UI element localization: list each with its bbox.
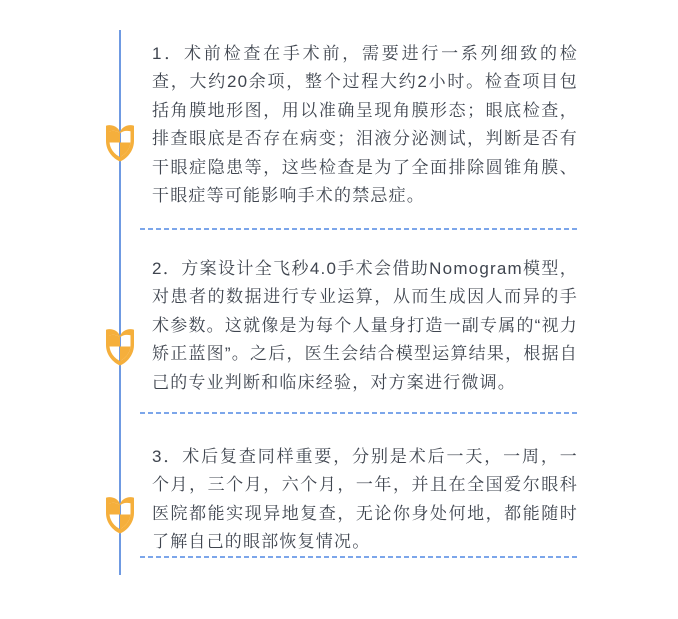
shield-icon [102,493,138,535]
shield-icon [102,121,138,163]
shield-icon [102,325,138,367]
article-paragraph-1: 1．术前检查在手术前，需要进行一系列细致的检查，大约20余项，整个过程大约2小时。检查项目包括角膜地形图，用以准确呈现角膜形态；眼底检查，排查眼底是否存在病变；泪液分泌测试，判断是否有干眼症隐患等，这些检查是为了全面排除圆锥角膜、干眼症等可能影响手术的禁忌症。 [152,44,578,206]
dashed-divider [140,412,577,414]
dashed-divider [140,556,577,558]
dashed-divider [140,228,577,230]
article-paragraph-2: 2．方案设计全飞秒4.0手术会借助Nomogram模型，对患者的数据进行专业运算，从而生成因人而异的手术参数。这就像是为每个人量身打造一副专属的“视力矫正蓝图”。之后，医生会结合模型运算结果，根据自己的专业判断和临床经验，对方案进行微调。 [152,259,578,392]
article-paragraph-3: 3．术后复查同样重要，分别是术后一天，一周，一个月，三个月，六个月，一年，并且在全国爱尔眼科医院都能实现异地复查，无论你身处何地，都能随时了解自己的眼部恢复情况。 [152,447,578,552]
